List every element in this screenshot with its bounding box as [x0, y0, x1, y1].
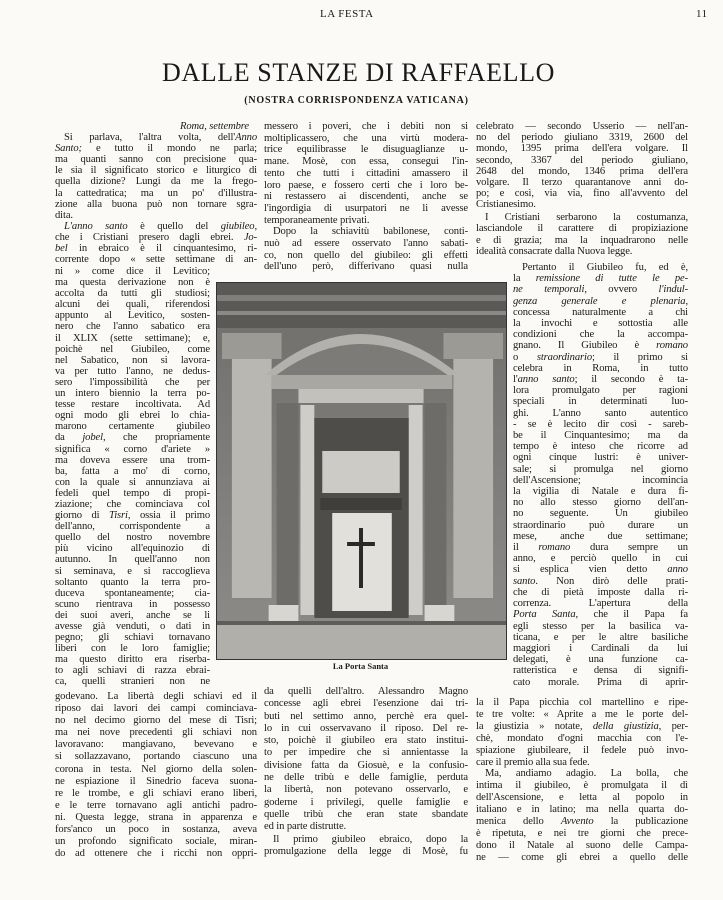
text-line: dei suoi averi, anche se li	[55, 609, 210, 621]
porta-santa-photo	[216, 282, 507, 660]
text-line: nuò ad essere osservato l'anno sabati-	[264, 238, 468, 250]
text-line: lora promulgato per ragioni	[513, 385, 688, 397]
article-title-text: DALLE STANZE DI RAFFAELLO	[161, 58, 555, 87]
text-line: moltiplicassero, che una virtù modera-	[264, 132, 468, 144]
text-line: italiano e in latino; ma nella quarta do-	[476, 804, 688, 816]
text-line: ticana, e per le altre basiliche	[513, 631, 688, 643]
text-line: Cristianesimo.	[476, 199, 536, 211]
text-line: la cattedratica; ma un po' d'illustra-	[55, 187, 257, 199]
text-line: ne — come gli ebrei a quello delle	[476, 851, 688, 863]
text-line: ratteristica e densa di signifi-	[513, 665, 688, 677]
text-line: trice equilibrasse le disuguaglianze u-	[264, 144, 468, 156]
text-line: si sollazzavano, portando ciascuno una	[55, 751, 257, 763]
text-line: ne espiazione il Sinedrio faceva suona-	[55, 775, 257, 787]
text-line: Il primo giubileo ebraico, dopo la	[273, 833, 468, 845]
text-line: la libertà, non potevano osservarlo, e	[264, 784, 468, 796]
text-line: temporaneamente privati.	[264, 214, 370, 226]
text-line: corona in testa. Nel giorno della solen-	[55, 763, 257, 775]
paragraph	[55, 132, 257, 221]
text-line: nel Sabatico, non si lavora-	[55, 354, 210, 366]
text-line: intima il giubileo, è promulgata il dì	[476, 780, 688, 792]
text-line: fors'anco un poco in sostanza, aveva	[55, 824, 257, 836]
text-line: menica dello Avvento la publicazione	[476, 816, 688, 828]
paragraph	[264, 834, 468, 859]
text-line: tempo è inteso che ricorre ad	[513, 441, 688, 453]
text-line: Santo; e tutto il mondo ne parla;	[55, 143, 257, 155]
text-line: dell'Ascensione, e letta al popolo in	[476, 792, 688, 804]
text-line: bel in ebraico è il cinquantesimo, ri-	[55, 243, 257, 255]
text-line: ma questa derivazione non è	[55, 277, 210, 289]
text-line: va per tutto l'anno, ne dedus-	[55, 365, 210, 377]
text-line: concessa naturalmente a chi	[513, 306, 688, 318]
paragraph	[476, 121, 688, 211]
text-line: L'anno santo è quello del giubileo,	[64, 220, 257, 232]
paragraph	[513, 262, 688, 688]
text-line: poichè nel Giubileo, come	[55, 343, 210, 355]
text-line: loro paese, e fossero certi che i loro be-	[264, 179, 468, 191]
text-line: ba, fatta a mo' di corno,	[55, 465, 210, 477]
text-line: ni » come dice il Levitico;	[55, 266, 210, 277]
text-line: sero l'impossibilità che per	[55, 376, 210, 388]
text-line: santo. Non dirò delle prati-	[513, 575, 688, 587]
text-line: spiazione giubileare, il fedele può invo-	[476, 744, 688, 756]
text-line: ziazione; che cominciava col	[55, 498, 210, 510]
text-line: quella dizione? Lungi da me la frego-	[55, 176, 257, 188]
column-3-top	[476, 121, 688, 211]
text-line: e di grazia; ma la inquadrarono nelle	[476, 234, 688, 246]
text-line: la vigilia di Natale e dura fi-	[513, 486, 688, 498]
text-line: mese, anche due settimane;	[513, 530, 688, 542]
text-line: un intero biennio la terra po-	[55, 388, 210, 400]
text-line: cato morale. Prima di aprir-	[513, 676, 688, 688]
paragraph	[55, 691, 257, 860]
paragraph	[476, 697, 688, 768]
text-line: da quelli dell'altro. Alessandro Magno	[264, 686, 468, 697]
column-2-bottom	[264, 686, 468, 858]
text-line: ca, quelli stranieri non ne	[55, 676, 210, 688]
text-line: ma doveva essere una trom-	[55, 454, 210, 466]
text-line: ni restassero ai discendenti, anche se	[264, 191, 468, 203]
text-line: liberi con le loro famiglie;	[55, 643, 210, 655]
text-line: si seminava, e si raccoglieva	[55, 565, 210, 577]
text-line: no allo stesso giorno dell'an-	[513, 497, 688, 509]
text-line: la remissione di tutte le pe-	[513, 273, 688, 285]
column-1-top	[55, 121, 257, 265]
text-line: idealità consacrate dalla Nuova legge.	[476, 246, 633, 258]
text-line: po; e così, via via, fino all'avvento del	[476, 188, 688, 200]
text-line: no nel decimo giorno del mese di Tisri;	[55, 715, 257, 727]
text-line: re le trombe, e gli schiavi erano liberi,	[55, 787, 257, 799]
text-line: promulgazione della legge di Mosè, fu	[264, 845, 468, 857]
text-line: - se è lecito dir così - sareb-	[513, 418, 688, 430]
text-line: te tre volte: « Aprite a me le porte del-	[476, 708, 688, 720]
text-line: la invochi e sottostia alle	[513, 318, 688, 330]
text-line: secondo, 3367 del periodo giuliano,	[476, 154, 688, 166]
text-line: celebrato — secondo Usserio — nell'an-	[476, 121, 688, 132]
text-line: goderne i privilegi, quelle famiglie e	[264, 796, 468, 808]
text-line: concesse agli ebrei l'esenzione dai tri-	[264, 698, 468, 710]
paragraph	[264, 226, 468, 273]
text-line: dell'uno però, differivano quasi nulla	[264, 261, 468, 273]
paragraph	[476, 768, 688, 863]
article-subtitle-text: (NOSTRA CORRISPONDENZA VATICANA)	[244, 95, 469, 106]
page-number: 11	[696, 8, 708, 20]
paragraph	[55, 221, 257, 265]
text-line: sale; si promulga nel giorno	[513, 463, 688, 475]
text-line: tesse restare incoltivata. Ad	[55, 399, 210, 411]
text-line: I Cristiani serbarono la costumanza,	[485, 212, 688, 223]
text-line: si esplica vien detto anno	[513, 564, 688, 576]
text-line: la giustizia » notate, della giustizia, per-	[476, 720, 688, 732]
text-line: gnano. Il Giubileo è romano	[513, 340, 688, 352]
text-line: Roma, settembre	[179, 121, 249, 132]
text-line: tento che tutti i cittadini amassero il	[264, 167, 468, 179]
text-line: ed in parte distrutte.	[264, 821, 347, 833]
text-line: ogni cinque lustri: è univer-	[513, 452, 688, 464]
text-line: chè, mondato d'ogni macchia con l'e-	[476, 732, 688, 744]
text-line: speciali in determinati luo-	[513, 396, 688, 408]
text-line: messero i poveri, che i debiti non si	[264, 121, 468, 132]
text-line: o straordinario; il primo si	[513, 351, 688, 363]
photo-caption: La Porta Santa	[332, 661, 389, 671]
text-line: duceva spontaneamente; cia-	[55, 587, 210, 599]
text-line: care il premio alla sua fede.	[476, 756, 590, 768]
text-line: buti nel settimo anno, perchè era quel-	[264, 710, 468, 722]
text-line: lavoravano: mangiavano, bevevano e	[55, 739, 257, 751]
column-2-top	[264, 121, 468, 273]
text-line: 2648 del mondo, 1346 prima dell'era	[476, 165, 688, 177]
text-line: dell'Ascensione; incomincia	[513, 474, 688, 486]
text-line: do ad ottenere che i ricchi non oppri-	[55, 848, 257, 860]
text-line: marono certamente giubileo	[55, 421, 210, 433]
text-line: co, non quello del giubileo: gli effetti	[264, 249, 468, 261]
text-line: ne delle tribù e delle famiglie, perduta	[264, 772, 468, 784]
text-line: mondo, 1395 prima dell'era volgare. Il	[476, 143, 688, 155]
paragraph	[55, 266, 210, 688]
text-line: pegno; gli schiavi tornavano	[55, 632, 210, 644]
text-line: egli stesso per la basilica va-	[513, 620, 688, 632]
running-head-publication: LA FESTA	[320, 8, 374, 20]
text-line: no seguente. Un giubileo	[513, 508, 688, 520]
text-line: riposo dai lavori dei campi cominciava-	[55, 703, 257, 715]
text-line: ghi. L'anno santo autentico	[513, 407, 688, 419]
text-line: celebra in Roma, in tutto	[513, 362, 688, 374]
text-line: ni. Questa legge, strana in apparenza e	[55, 811, 257, 823]
text-line: scuno rientrava in possesso	[55, 598, 210, 610]
column-3-beside-photo	[513, 262, 688, 688]
text-line: la il Papa picchia col martellino e ripe-	[476, 697, 688, 708]
text-line: ma nei nove precedenti gli schiavi non	[55, 727, 257, 739]
text-line: con la quale si annunziava ai	[55, 476, 210, 488]
text-line: avesse già venduti, o dati in	[55, 621, 210, 632]
text-line: da jobel, che propriamente	[55, 432, 210, 444]
text-line: che di pietà imposte dalla ri-	[513, 586, 688, 598]
text-line: corrente dopo « sette settimane di an-	[55, 254, 257, 266]
text-line: divisione fatta da Giosuè, e la confusio-	[264, 759, 468, 771]
text-line: straordinario può durare un	[513, 519, 688, 531]
text-line: correnza. L'apertura della	[513, 598, 688, 610]
column-1-bottom	[55, 691, 257, 860]
text-line: Dopo la schiavitù babilonese, conti-	[273, 226, 468, 238]
paragraph	[476, 212, 688, 258]
paragraph	[264, 121, 468, 226]
text-line: il romano dura sempre un	[513, 542, 688, 554]
text-line: ma questo diritto era riserba-	[55, 654, 210, 666]
text-line: dell'anno, corrispondente a	[55, 521, 210, 533]
article-title	[0, 58, 723, 88]
text-line: godevano. La libertà degli schiavi ed il	[55, 691, 257, 702]
text-line: mane. Mosè, con essa, conseguì l'in-	[264, 156, 468, 168]
text-line: be il Cinquantesimo; ma da	[513, 430, 688, 442]
text-line: autunno. In quell'anno non	[55, 554, 210, 566]
text-line: ogni modo gli ebrei lo chia-	[55, 410, 210, 422]
text-line: maggiori i Cardinali da lui	[513, 642, 688, 654]
text-line: un profondo significato sociale, miran-	[55, 836, 257, 848]
column-3-second-paragraph	[476, 212, 688, 258]
column-3-bottom	[476, 697, 688, 864]
text-line: significa « corno d'ariete »	[55, 443, 210, 455]
text-line: le sia il significato storico e liturgico di	[55, 165, 257, 177]
porta-santa-illustration-icon	[217, 283, 506, 659]
text-line: Ma, andiamo adagio. La bolla, che	[485, 768, 688, 780]
text-line: l'anno santo; il secondo è ta-	[513, 374, 688, 386]
text-line: genza generale e plenaria,	[513, 295, 688, 307]
text-line: lo in cui osservavano il riposo. Del re-	[264, 722, 468, 734]
text-line: anno, e perciò quello in cui	[513, 553, 688, 565]
text-line: giorno di Tisri, ossia il primo	[55, 510, 210, 522]
text-line: fedeli quel tempo di propi-	[55, 487, 210, 499]
text-line: più vicino all'equinozio di	[55, 543, 210, 555]
text-line: no del periodo giuliano 3319, 2600 del	[476, 132, 688, 144]
text-line: nero che l'anno sabatico era	[55, 321, 210, 333]
text-line: accolta da tutti gli studiosi;	[55, 288, 210, 300]
text-line: alcuni dei quali, riferendosi	[55, 299, 210, 311]
text-line: dono il Natale al suono delle Campa-	[476, 839, 688, 851]
text-line: zione alla buona può non tornare sgra-	[55, 198, 257, 210]
text-line: quello del nostro novembre	[55, 532, 210, 544]
text-line: sto, poichè il giubileo era stato institui-	[264, 735, 468, 747]
text-line: appunto al Levitico, sosten-	[55, 310, 210, 322]
paragraph	[55, 121, 257, 132]
text-line: il XLIX (sette settimane); e,	[55, 332, 210, 344]
text-line: ne temporali, ovvero l'indul-	[513, 284, 688, 296]
text-line: delegati, è una funzione ca-	[513, 654, 688, 666]
text-line: lasciandole il carattere di propiziazione	[476, 223, 688, 235]
text-line: soltanto quanto la terra pro-	[55, 576, 210, 588]
text-line: Pertanto il Giubileo fu, ed è,	[522, 262, 688, 273]
text-line: e le terre tornavano agli antichi padro-	[55, 799, 257, 811]
text-line: è ripetuta, e nei tre giorni che prece-	[476, 827, 688, 839]
paragraph	[264, 686, 468, 834]
article-subtitle	[0, 95, 723, 106]
text-line: ma quanti sanno con precisione qua-	[55, 154, 257, 166]
text-line: che i Cristiani presero dagli ebrei. Jo-	[55, 231, 257, 243]
column-1-beside-photo	[55, 266, 210, 688]
text-line: to agli schiavi di razza ebrai-	[55, 665, 210, 677]
text-line: quelle tribù che eran state sbandate	[264, 808, 468, 820]
text-line: Si parlava, l'altra volta, dell'Anno	[64, 132, 257, 144]
text-line: to per impedire che si annientasse la	[264, 747, 468, 759]
text-line: Porta Santa, che il Papa fa	[513, 609, 689, 621]
text-line: l'ingordigia di usurpatori ne li avesse	[264, 202, 468, 214]
text-line: volgare. Il terzo quarantanove anni do-	[476, 177, 688, 189]
text-line: dita.	[55, 209, 73, 221]
text-line: condizioni che la accompa-	[513, 329, 688, 341]
